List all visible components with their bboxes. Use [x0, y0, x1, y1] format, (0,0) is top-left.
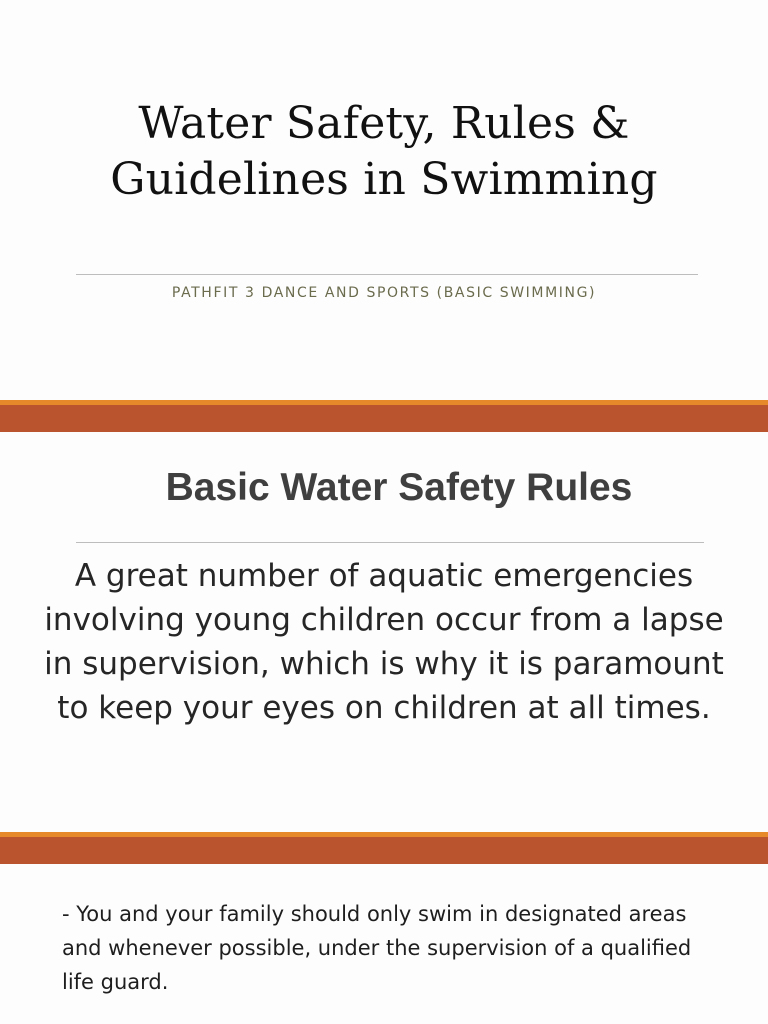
slide-title-text: Water Safety, Rules & Guidelines in Swimming — [110, 98, 658, 205]
slide-subtitle: PATHFIT 3 DANCE AND SPORTS (BASIC SWIMMING) — [171, 285, 597, 301]
slide-heading: Basic Water Safety Rules — [165, 466, 633, 509]
slide-body-text: A great number of aquatic emergencies involving young children occur from a lapse in supervision, which is why it is paramount to keep your eyes on children at all times. — [44, 558, 724, 726]
slide-title — [0, 0, 768, 400]
slide-basic-rules — [0, 432, 768, 832]
slide-guideline — [0, 864, 768, 1024]
slide-separator — [0, 832, 768, 864]
slide-separator — [0, 400, 768, 432]
heading-divider — [76, 542, 704, 543]
guideline-text: - You and your family should only swim in designated areas and whenever possible, under the supervision of a qualified life guard. — [62, 902, 692, 994]
title-divider — [76, 274, 698, 275]
